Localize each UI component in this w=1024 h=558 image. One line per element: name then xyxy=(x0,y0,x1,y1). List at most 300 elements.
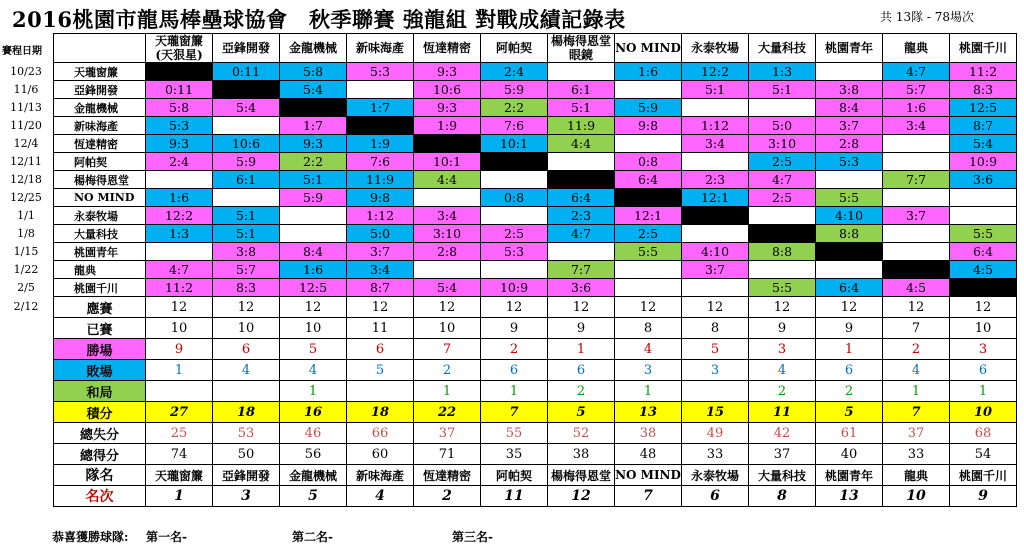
score-cell xyxy=(682,207,749,225)
score-cell: 4:7 xyxy=(548,225,615,243)
score-cell: 5:1 xyxy=(213,225,280,243)
score-cell: 2:5 xyxy=(749,189,816,207)
score-cell: 5:1 xyxy=(749,81,816,99)
second-place: 第二名- xyxy=(292,530,333,544)
stat-value: 10 xyxy=(146,318,213,339)
stat-value: 12 xyxy=(146,297,213,318)
stat-value: 12 xyxy=(816,297,883,318)
stat-value: 54 xyxy=(950,444,1017,465)
stat-value: 9 xyxy=(146,339,213,360)
stat-value: 2 xyxy=(481,339,548,360)
score-cell xyxy=(481,171,548,189)
score-cell: 5:9 xyxy=(481,81,548,99)
score-cell: 1:9 xyxy=(414,117,481,135)
stat-value: 7 xyxy=(481,402,548,423)
score-cell: 6:1 xyxy=(213,171,280,189)
score-cell: 3:10 xyxy=(414,225,481,243)
score-cell: 1:6 xyxy=(883,99,950,117)
ranking-place: 10 xyxy=(883,486,950,507)
ranking-place: 5 xyxy=(280,486,347,507)
ranking-team: 楊梅得恩堂 xyxy=(548,465,615,486)
stat-value: 4 xyxy=(213,360,280,381)
score-cell: 0:8 xyxy=(481,189,548,207)
stat-label: 總得分 xyxy=(54,444,146,465)
row-team-name: 楊梅得恩堂 xyxy=(54,171,146,189)
score-cell xyxy=(883,225,950,243)
score-cell: 10:9 xyxy=(950,153,1017,171)
stat-value: 35 xyxy=(481,444,548,465)
stat-value: 10 xyxy=(280,318,347,339)
stat-row-wins xyxy=(54,339,1017,360)
score-cell xyxy=(280,207,347,225)
stat-value: 1 xyxy=(816,339,883,360)
team-header: 龍典 xyxy=(883,34,950,63)
stat-value: 3 xyxy=(749,339,816,360)
score-cell: 2:2 xyxy=(280,153,347,171)
score-cell: 5:1 xyxy=(682,81,749,99)
ranking-team: 阿帕契 xyxy=(481,465,548,486)
score-cell: 2:2 xyxy=(481,99,548,117)
score-cell: 2:4 xyxy=(481,63,548,81)
stat-label: 總失分 xyxy=(54,423,146,444)
ranking-team: 金龍機械 xyxy=(280,465,347,486)
matrix-row xyxy=(54,261,1017,279)
score-cell xyxy=(749,261,816,279)
stat-value: 5 xyxy=(816,402,883,423)
stat-value: 1 xyxy=(481,381,548,402)
schedule-date: 2/12 xyxy=(13,300,39,313)
row-team-name: 天瓏窗簾 xyxy=(54,63,146,81)
score-cell: 6:4 xyxy=(816,279,883,297)
score-cell: 1:3 xyxy=(749,63,816,81)
score-cell: 3:7 xyxy=(682,261,749,279)
matrix-row xyxy=(54,243,1017,261)
stat-value: 11 xyxy=(749,402,816,423)
stat-value: 37 xyxy=(749,444,816,465)
schedule-date: 1/1 xyxy=(17,208,35,222)
dates-header: 賽程日期 xyxy=(2,46,42,57)
page-title: 2016桃園市龍馬棒壘球協會 秋季聯賽 強龍組 對戰成績記錄表 xyxy=(12,7,626,32)
score-cell: 9:3 xyxy=(414,99,481,117)
score-cell: 2:5 xyxy=(749,153,816,171)
stat-value: 9 xyxy=(816,318,883,339)
stat-value: 10 xyxy=(213,318,280,339)
stat-value: 10 xyxy=(950,402,1017,423)
stat-value: 12 xyxy=(682,297,749,318)
score-cell: 0:11 xyxy=(213,63,280,81)
stat-value: 1 xyxy=(548,339,615,360)
team-header: 天瓏窗簾 (天狠星) xyxy=(146,34,213,63)
stat-value: 4 xyxy=(883,360,950,381)
score-cell: 3:7 xyxy=(883,207,950,225)
score-cell: 12:1 xyxy=(682,189,749,207)
ranking-team: 新味海產 xyxy=(347,465,414,486)
score-cell: 5:9 xyxy=(280,189,347,207)
stat-value xyxy=(146,381,213,402)
ranking-team: 大量科技 xyxy=(749,465,816,486)
score-cell xyxy=(615,135,682,153)
stat-value: 5 xyxy=(548,402,615,423)
score-cell: 2:8 xyxy=(414,243,481,261)
score-cell xyxy=(883,189,950,207)
stat-row-should-play xyxy=(54,297,1017,318)
stat-value: 4 xyxy=(615,339,682,360)
ranking-team: 桃園千川 xyxy=(950,465,1017,486)
score-cell: 1:6 xyxy=(146,189,213,207)
score-cell: 8:8 xyxy=(749,243,816,261)
score-cell xyxy=(548,171,615,189)
third-place: 第三名- xyxy=(452,530,493,544)
score-cell xyxy=(414,261,481,279)
corner-cell xyxy=(54,34,146,63)
matrix-row xyxy=(54,207,1017,225)
score-cell xyxy=(950,189,1017,207)
score-cell: 3:4 xyxy=(414,207,481,225)
team-header: 大量科技 xyxy=(749,34,816,63)
score-cell: 5:4 xyxy=(950,135,1017,153)
stat-value: 12 xyxy=(950,297,1017,318)
stat-value: 5 xyxy=(347,360,414,381)
score-cell: 2:5 xyxy=(481,225,548,243)
stat-value: 33 xyxy=(883,444,950,465)
ranking-team-label: 隊名 xyxy=(54,465,146,486)
schedule-date: 1/15 xyxy=(13,244,39,258)
stat-value: 61 xyxy=(816,423,883,444)
row-team-name: 永泰牧場 xyxy=(54,207,146,225)
schedule-date: 10/23 xyxy=(10,64,42,78)
stat-value: 37 xyxy=(883,423,950,444)
score-cell: 5:9 xyxy=(213,153,280,171)
score-cell: 12:2 xyxy=(146,207,213,225)
stat-value: 7 xyxy=(883,318,950,339)
ranking-place: 6 xyxy=(682,486,749,507)
score-cell: 0:11 xyxy=(146,81,213,99)
ranking-place: 2 xyxy=(414,486,481,507)
score-cell: 9:3 xyxy=(280,135,347,153)
row-team-name: 金龍機械 xyxy=(54,99,146,117)
score-cell: 12:2 xyxy=(682,63,749,81)
score-cell xyxy=(414,189,481,207)
score-cell: 8:4 xyxy=(280,243,347,261)
stat-value: 6 xyxy=(816,360,883,381)
score-cell xyxy=(883,243,950,261)
stat-value: 3 xyxy=(615,360,682,381)
stat-value: 12 xyxy=(615,297,682,318)
stat-value: 9 xyxy=(749,318,816,339)
stat-label: 勝場 xyxy=(54,339,146,360)
matrix-row xyxy=(54,63,1017,81)
score-cell: 7:7 xyxy=(883,171,950,189)
row-team-name: 桃園千川 xyxy=(54,279,146,297)
score-cell: 5:8 xyxy=(280,63,347,81)
stat-value: 16 xyxy=(280,402,347,423)
ranking-place: 7 xyxy=(615,486,682,507)
team-header: NO MIND xyxy=(615,34,682,63)
stat-value: 53 xyxy=(213,423,280,444)
ranking-team: 桃園青年 xyxy=(816,465,883,486)
team-header: 桃園青年 xyxy=(816,34,883,63)
team-header: 永泰牧場 xyxy=(682,34,749,63)
team-header: 楊梅得恩堂 眼鏡 xyxy=(548,34,615,63)
score-cell: 1:6 xyxy=(615,63,682,81)
score-cell xyxy=(816,63,883,81)
score-cell: 5:5 xyxy=(816,189,883,207)
score-cell: 1:7 xyxy=(347,99,414,117)
stat-value: 2 xyxy=(414,360,481,381)
team-header: 新味海產 xyxy=(347,34,414,63)
team-count-note: 共 13隊 - 78場次 xyxy=(880,10,975,24)
score-cell: 5:4 xyxy=(414,279,481,297)
ranking-team: 亞鋒開發 xyxy=(213,465,280,486)
score-cell: 5:1 xyxy=(213,207,280,225)
stat-value: 7 xyxy=(883,402,950,423)
score-cell: 10:6 xyxy=(213,135,280,153)
stat-value: 18 xyxy=(213,402,280,423)
score-cell: 2:3 xyxy=(548,207,615,225)
ranking-team: 天瓏窗簾 xyxy=(146,465,213,486)
score-cell: 2:4 xyxy=(146,153,213,171)
score-cell xyxy=(146,171,213,189)
score-cell xyxy=(548,63,615,81)
score-cell: 5:3 xyxy=(146,117,213,135)
score-cell: 1:6 xyxy=(280,261,347,279)
ranking-place: 13 xyxy=(816,486,883,507)
score-cell: 1:7 xyxy=(280,117,347,135)
stat-value: 22 xyxy=(414,402,481,423)
score-cell: 7:6 xyxy=(347,153,414,171)
score-cell: 12:5 xyxy=(950,99,1017,117)
ranking-team-row xyxy=(54,465,1017,486)
stat-value: 12 xyxy=(280,297,347,318)
schedule-date: 11/20 xyxy=(10,118,42,132)
score-cell xyxy=(146,63,213,81)
score-cell: 4:5 xyxy=(883,279,950,297)
score-cell: 7:7 xyxy=(548,261,615,279)
score-cell: 1:3 xyxy=(146,225,213,243)
ranking-team: NO MIND xyxy=(615,465,682,486)
score-cell: 4:7 xyxy=(749,171,816,189)
stat-value: 2 xyxy=(548,381,615,402)
score-cell: 8:4 xyxy=(816,99,883,117)
score-cell: 5:1 xyxy=(280,171,347,189)
score-cell: 12:5 xyxy=(280,279,347,297)
schedule-date: 1/22 xyxy=(13,262,39,276)
score-cell: 2:5 xyxy=(615,225,682,243)
score-cell xyxy=(816,171,883,189)
score-cell xyxy=(682,279,749,297)
score-cell xyxy=(481,261,548,279)
score-cell: 5:5 xyxy=(749,279,816,297)
header-row xyxy=(54,34,1017,63)
score-cell xyxy=(950,279,1017,297)
stat-value: 55 xyxy=(481,423,548,444)
score-cell: 8:7 xyxy=(347,279,414,297)
ranking-table xyxy=(53,464,1017,507)
stat-row-runs-allowed xyxy=(54,423,1017,444)
stat-row-ties xyxy=(54,381,1017,402)
score-cell: 4:5 xyxy=(950,261,1017,279)
matrix-row xyxy=(54,81,1017,99)
stat-value: 12 xyxy=(749,297,816,318)
stat-value: 6 xyxy=(213,339,280,360)
score-cell: 4:4 xyxy=(548,135,615,153)
score-cell xyxy=(615,279,682,297)
first-place: 第一名- xyxy=(146,530,187,544)
score-cell: 1:12 xyxy=(682,117,749,135)
score-cell xyxy=(883,261,950,279)
score-cell: 5:0 xyxy=(749,117,816,135)
ranking-team: 永泰牧場 xyxy=(682,465,749,486)
score-cell: 4:7 xyxy=(146,261,213,279)
matrix-row xyxy=(54,171,1017,189)
score-cell: 11:9 xyxy=(347,171,414,189)
score-cell: 5:1 xyxy=(548,99,615,117)
score-cell: 1:12 xyxy=(347,207,414,225)
ranking-place: 4 xyxy=(347,486,414,507)
stat-value: 38 xyxy=(548,444,615,465)
score-cell: 8:3 xyxy=(950,81,1017,99)
score-cell: 5:4 xyxy=(280,81,347,99)
row-team-name: 阿帕契 xyxy=(54,153,146,171)
ranking-place: 11 xyxy=(481,486,548,507)
stat-value: 1 xyxy=(950,381,1017,402)
ranking-place: 1 xyxy=(146,486,213,507)
score-cell: 3:7 xyxy=(816,117,883,135)
score-cell xyxy=(615,261,682,279)
score-cell xyxy=(682,99,749,117)
score-cell: 5:3 xyxy=(816,153,883,171)
row-team-name: 桃園青年 xyxy=(54,243,146,261)
stat-value: 2 xyxy=(749,381,816,402)
score-cell xyxy=(347,117,414,135)
score-cell xyxy=(682,225,749,243)
row-team-name: 亞鋒開發 xyxy=(54,81,146,99)
schedule-date: 12/4 xyxy=(13,136,39,150)
stat-value: 25 xyxy=(146,423,213,444)
score-cell: 7:6 xyxy=(481,117,548,135)
row-team-name: NO MIND xyxy=(54,189,146,207)
matrix-row xyxy=(54,99,1017,117)
score-cell: 3:7 xyxy=(347,243,414,261)
score-cell xyxy=(615,81,682,99)
stat-value: 9 xyxy=(481,318,548,339)
stat-value: 6 xyxy=(481,360,548,381)
score-cell: 5:5 xyxy=(615,243,682,261)
schedule-date: 1/8 xyxy=(17,226,35,240)
score-cell: 9:8 xyxy=(615,117,682,135)
score-cell: 6:1 xyxy=(548,81,615,99)
matrix-row xyxy=(54,279,1017,297)
congrats-label: 恭喜獲勝球隊: xyxy=(52,530,129,544)
stat-value: 12 xyxy=(213,297,280,318)
stat-value: 1 xyxy=(615,381,682,402)
ranking-place: 9 xyxy=(950,486,1017,507)
score-cell: 9:3 xyxy=(146,135,213,153)
score-cell: 4:7 xyxy=(883,63,950,81)
score-cell xyxy=(950,207,1017,225)
stat-value: 4 xyxy=(280,360,347,381)
score-cell: 2:3 xyxy=(682,171,749,189)
stat-value: 5 xyxy=(280,339,347,360)
score-cell: 6:4 xyxy=(950,243,1017,261)
stat-value: 56 xyxy=(280,444,347,465)
stat-value: 1 xyxy=(414,381,481,402)
score-cell: 11:2 xyxy=(950,63,1017,81)
score-cell: 5:9 xyxy=(615,99,682,117)
stat-value: 1 xyxy=(146,360,213,381)
score-cell xyxy=(481,207,548,225)
stat-value: 40 xyxy=(816,444,883,465)
stat-value: 37 xyxy=(414,423,481,444)
score-cell: 8:8 xyxy=(816,225,883,243)
team-header: 恆達精密 xyxy=(414,34,481,63)
row-team-name: 大量科技 xyxy=(54,225,146,243)
score-cell xyxy=(883,153,950,171)
stat-label: 已賽 xyxy=(54,318,146,339)
schedule-date: 12/25 xyxy=(10,190,42,204)
score-cell: 3:6 xyxy=(548,279,615,297)
score-cell xyxy=(280,99,347,117)
score-cell xyxy=(749,207,816,225)
score-cell xyxy=(883,135,950,153)
stat-value: 74 xyxy=(146,444,213,465)
stat-value: 10 xyxy=(414,318,481,339)
stat-label: 積分 xyxy=(54,402,146,423)
ranking-team: 龍典 xyxy=(883,465,950,486)
stat-value: 13 xyxy=(615,402,682,423)
matrix-row xyxy=(54,117,1017,135)
stat-value: 60 xyxy=(347,444,414,465)
score-cell xyxy=(548,243,615,261)
score-cell: 5:4 xyxy=(213,99,280,117)
score-cell xyxy=(548,153,615,171)
score-cell: 4:10 xyxy=(682,243,749,261)
matrix-row xyxy=(54,225,1017,243)
stat-value: 2 xyxy=(883,339,950,360)
score-cell: 3:10 xyxy=(749,135,816,153)
row-team-name: 恆達精密 xyxy=(54,135,146,153)
stat-value: 71 xyxy=(414,444,481,465)
score-cell xyxy=(816,243,883,261)
score-cell: 8:7 xyxy=(950,117,1017,135)
stat-value: 1 xyxy=(280,381,347,402)
results-table xyxy=(53,33,1017,465)
score-cell: 4:10 xyxy=(816,207,883,225)
stat-label: 應賽 xyxy=(54,297,146,318)
score-cell: 11:9 xyxy=(548,117,615,135)
stat-value xyxy=(347,381,414,402)
score-cell: 3:4 xyxy=(883,117,950,135)
stat-value: 4 xyxy=(749,360,816,381)
stat-value: 66 xyxy=(347,423,414,444)
matrix-row xyxy=(54,135,1017,153)
stat-value: 5 xyxy=(682,339,749,360)
row-team-name: 龍典 xyxy=(54,261,146,279)
score-cell xyxy=(213,81,280,99)
team-header: 桃園千川 xyxy=(950,34,1017,63)
score-cell xyxy=(682,153,749,171)
stat-value: 11 xyxy=(347,318,414,339)
score-cell: 3:8 xyxy=(213,243,280,261)
stat-row-runs-scored xyxy=(54,444,1017,465)
score-cell: 1:9 xyxy=(347,135,414,153)
score-cell xyxy=(146,243,213,261)
team-header: 金龍機械 xyxy=(280,34,347,63)
score-cell xyxy=(280,225,347,243)
stat-row-losses xyxy=(54,360,1017,381)
score-cell: 6:4 xyxy=(615,171,682,189)
matrix-row xyxy=(54,153,1017,171)
